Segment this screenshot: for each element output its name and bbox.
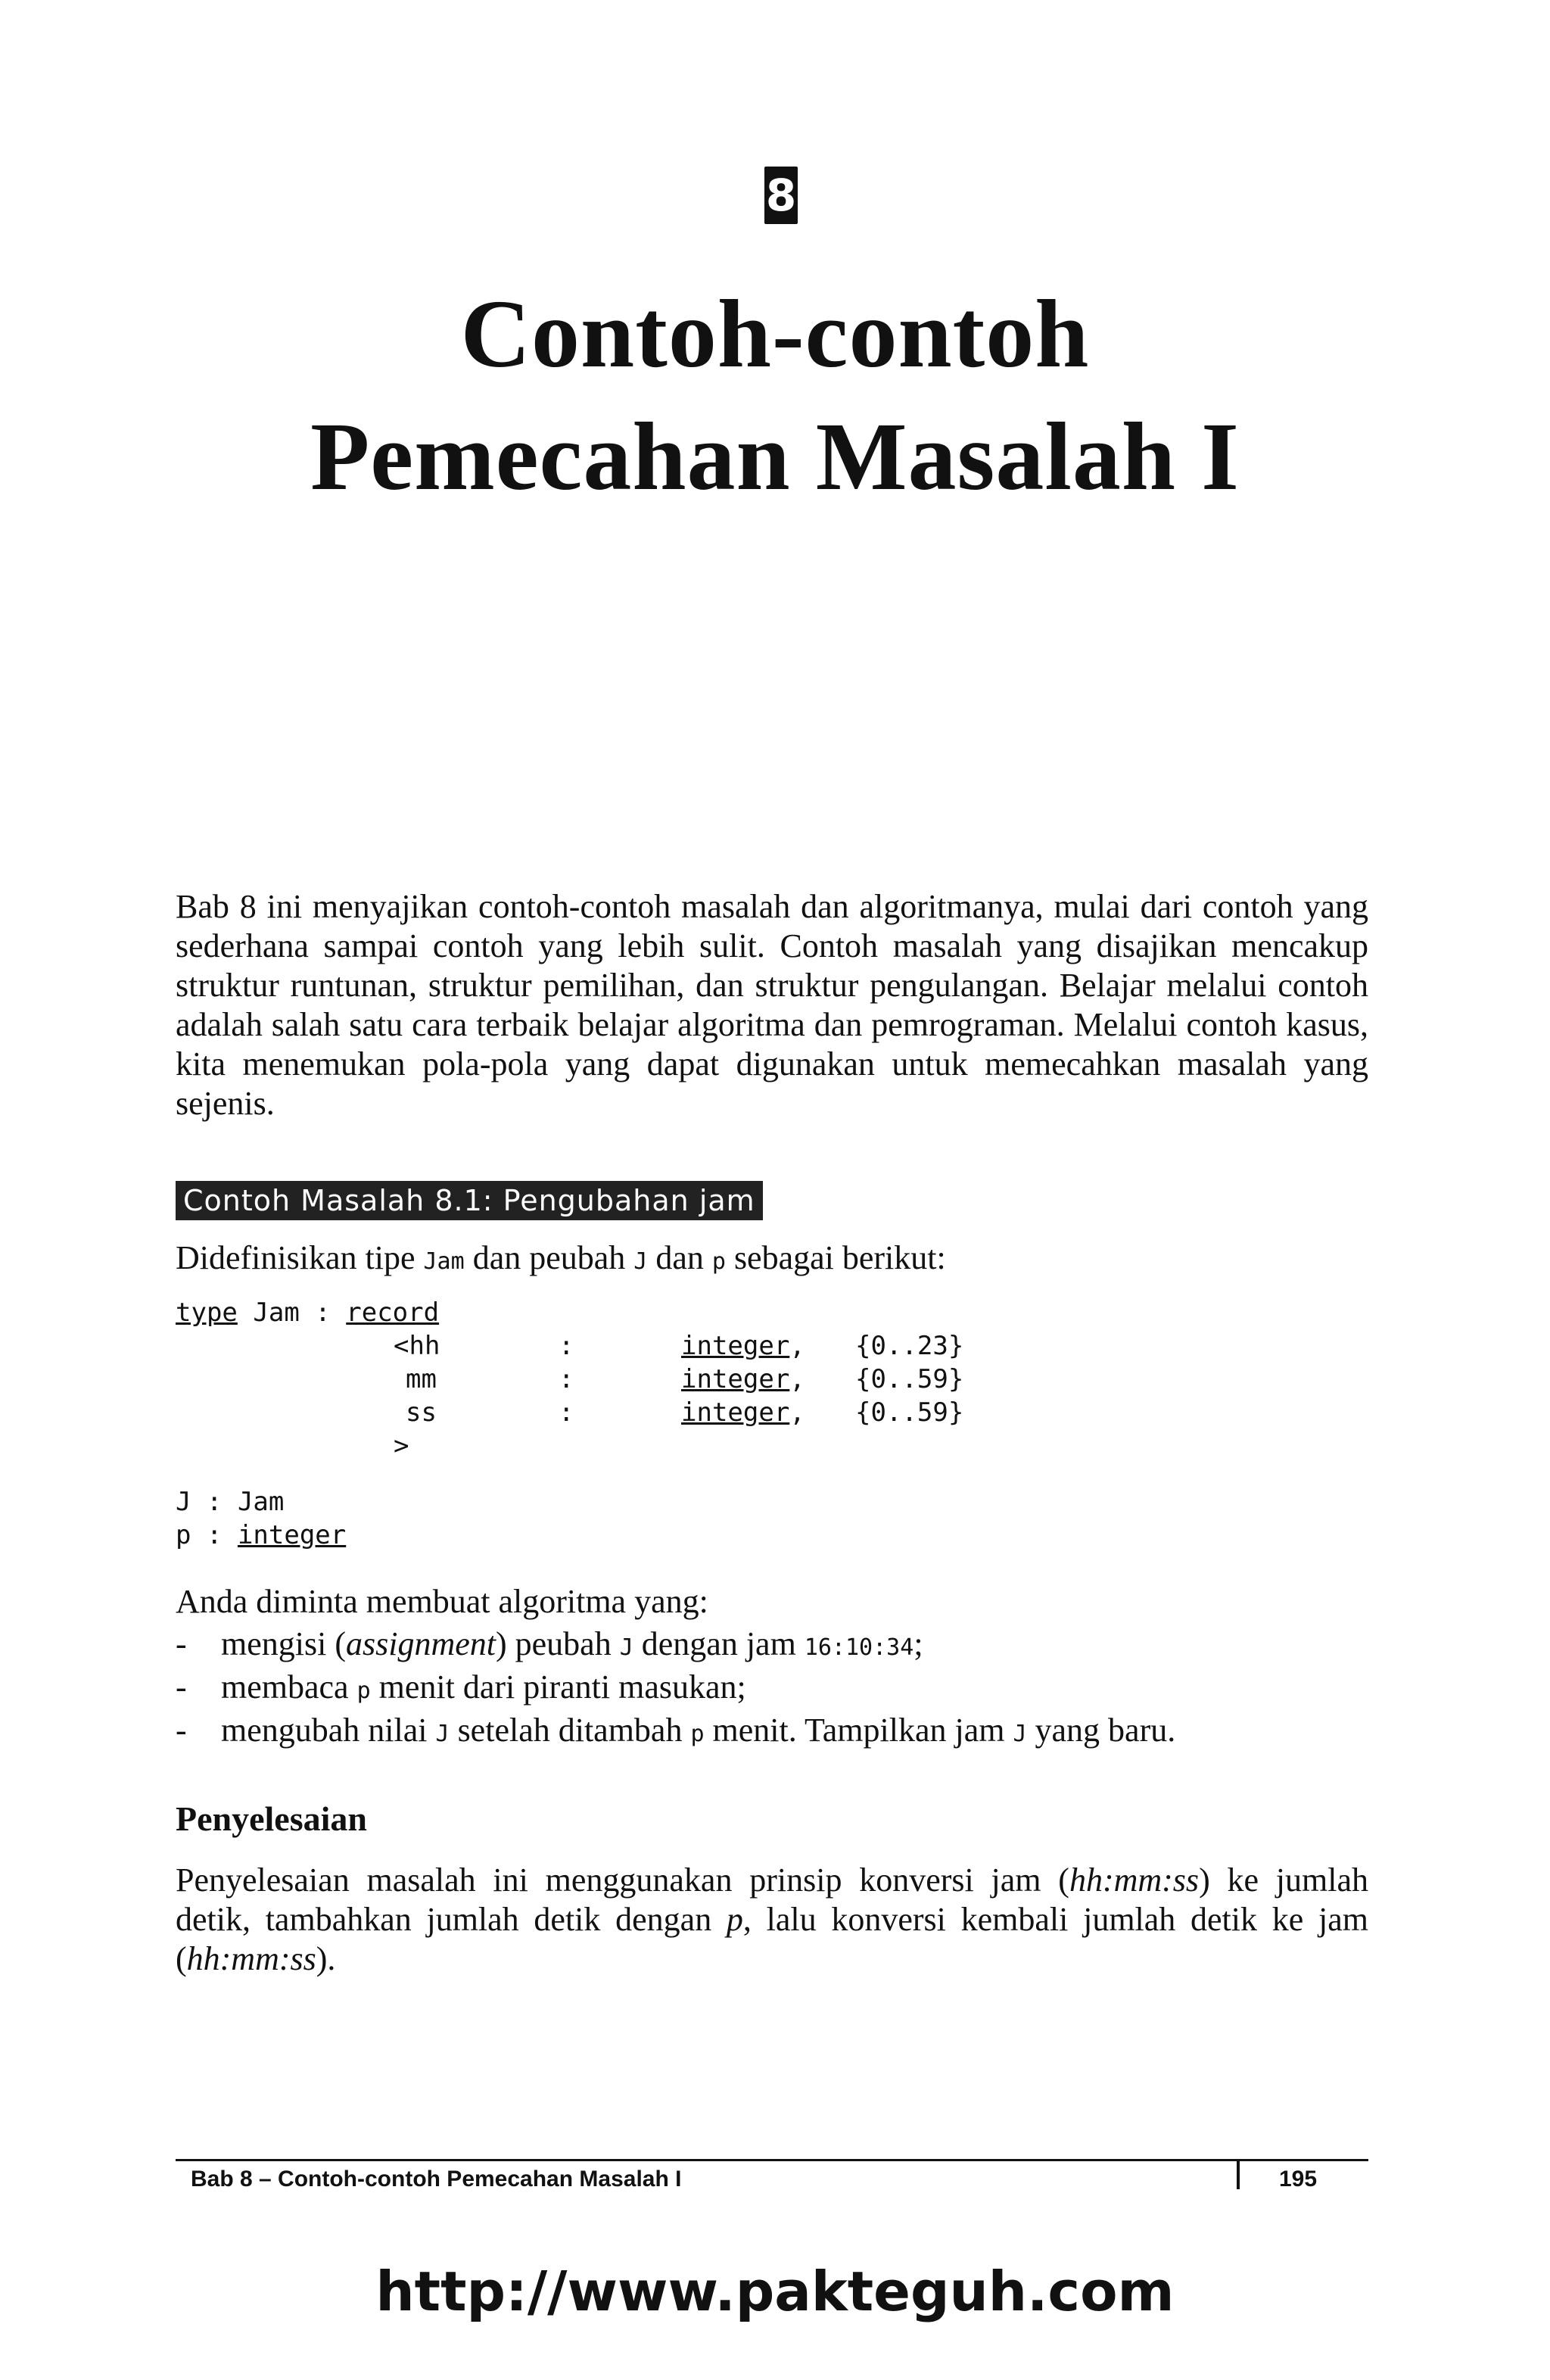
code-field-name: <hh <box>394 1331 440 1361</box>
code-comma: , <box>789 1397 805 1428</box>
code-range-comment: {0..59} <box>855 1364 964 1394</box>
solution-heading: Penyelesaian <box>176 1799 367 1838</box>
text: , lalu konversi kembali jumlah detik ke jam ( <box>176 1901 1368 1977</box>
def-code: p <box>711 1248 726 1275</box>
code-keyword: integer <box>237 1520 347 1550</box>
text: menit. Tampilkan jam <box>704 1712 1013 1749</box>
code-colon: : <box>315 1297 331 1328</box>
definition-sentence <box>176 1238 946 1277</box>
code-field-name: ss <box>406 1397 437 1428</box>
code-field-name: mm <box>406 1364 437 1394</box>
code-keyword: integer <box>681 1331 790 1361</box>
footer-page-number: 195 <box>1279 2167 1318 2192</box>
text: ) ke jumlah detik, tambahkan jumlah detik dengan <box>176 1861 1369 1938</box>
code-keyword: record <box>346 1297 440 1328</box>
text: setelah ditambah <box>449 1712 691 1749</box>
code-identifier: Jam <box>237 1487 285 1517</box>
text: yang baru. <box>1026 1712 1176 1749</box>
list-item-text <box>221 1625 923 1668</box>
code-var-p-line <box>176 1519 346 1552</box>
inline-code: p <box>690 1721 705 1747</box>
text: ; <box>914 1625 923 1662</box>
inline-code: p <box>356 1678 371 1704</box>
text: ). <box>316 1940 336 1977</box>
site-url-watermark: http://www.pakteguh.com <box>375 2260 1175 2323</box>
text: dengan jam <box>633 1625 805 1662</box>
code-field-type <box>681 1363 805 1396</box>
code-type-line <box>176 1296 439 1329</box>
code-keyword: type <box>176 1297 238 1328</box>
def-text: Didefinisikan tipe <box>176 1239 416 1276</box>
task-intro: Anda diminta membuat algoritma yang: <box>176 1583 708 1620</box>
text-emphasis: hh:mm:ss <box>186 1940 316 1977</box>
code-identifier: J <box>176 1487 191 1517</box>
text: ) peubah <box>495 1625 620 1662</box>
code-field-type <box>681 1329 805 1363</box>
code-field-type <box>681 1396 805 1429</box>
solution-paragraph <box>176 1861 1368 1979</box>
def-code: Jam <box>423 1248 465 1275</box>
code-keyword: integer <box>681 1397 790 1428</box>
code-keyword: integer <box>681 1364 790 1394</box>
list-item-text <box>221 1711 1175 1754</box>
list-item-text <box>221 1668 746 1711</box>
footer-divider <box>1237 2159 1240 2189</box>
list-dash: - <box>176 1625 187 1662</box>
list-dash: - <box>176 1668 187 1706</box>
code-identifier: Jam <box>253 1297 300 1328</box>
chapter-title-line1: Contoh-contoh <box>460 280 1090 388</box>
code-range-comment: {0..59} <box>855 1397 964 1428</box>
code-colon: : <box>559 1331 574 1361</box>
def-code: J <box>633 1248 648 1275</box>
def-text: dan peubah <box>472 1239 626 1276</box>
text-emphasis: hh:mm:ss <box>1069 1861 1200 1899</box>
list-item <box>176 1668 1387 1711</box>
list-dash: - <box>176 1712 187 1749</box>
inline-code: J <box>435 1721 450 1747</box>
code-identifier: p <box>176 1520 191 1550</box>
list-item <box>176 1625 1387 1668</box>
def-text: dan <box>655 1239 704 1276</box>
task-list <box>176 1625 1387 1754</box>
text: mengisi ( <box>221 1625 346 1662</box>
intro-paragraph: Bab 8 ini menyajikan contoh-contoh masalah dan algoritmanya, mulai dari contoh yang sederhana sampai contoh yang lebih sulit. Contoh masalah yang disajikan mencakup struktur runtunan, struktur pemilihan, dan struktur pengulangan. Belajar melalui contoh adalah salah satu cara terbaik belajar algoritma dan pemrograman. Melalui contoh kasus, kita menemukan pola-pola yang dapat digunakan untuk memecahkan masalah yang sejenis. <box>176 888 1368 1122</box>
code-colon: : <box>206 1520 223 1550</box>
problem-label: Contoh Masalah 8.1: Pengubahan jam <box>176 1181 763 1220</box>
code-colon: : <box>559 1364 574 1394</box>
inline-code: J <box>1013 1721 1027 1747</box>
text: Penyelesaian masalah ini menggunakan prinsip konversi jam ( <box>176 1861 1069 1899</box>
code-comma: , <box>789 1364 805 1394</box>
text: mengubah nilai <box>221 1712 436 1749</box>
code-range-comment: {0..23} <box>855 1331 964 1361</box>
code-record-close: > <box>394 1431 409 1461</box>
footer-chapter-text: Bab 8 – Contoh-contoh Pemecahan Masalah I <box>191 2167 682 2192</box>
def-text: sebagai berikut: <box>733 1239 946 1276</box>
chapter-number-badge: 8 <box>764 167 798 224</box>
inline-code: J <box>619 1634 633 1661</box>
text: membaca <box>221 1668 357 1706</box>
code-colon: : <box>206 1487 223 1517</box>
text: menit dari piranti masukan; <box>370 1668 746 1706</box>
code-colon: : <box>559 1397 574 1428</box>
chapter-title-line2: Pemecahan Masalah I <box>310 403 1240 510</box>
list-item <box>176 1711 1387 1754</box>
inline-code: 16:10:34 <box>804 1634 914 1661</box>
code-var-j-line <box>176 1485 284 1519</box>
text-emphasis: assignment <box>345 1625 496 1662</box>
footer-rule <box>176 2159 1368 2161</box>
code-comma: , <box>789 1331 805 1361</box>
text-emphasis: p <box>726 1901 743 1938</box>
